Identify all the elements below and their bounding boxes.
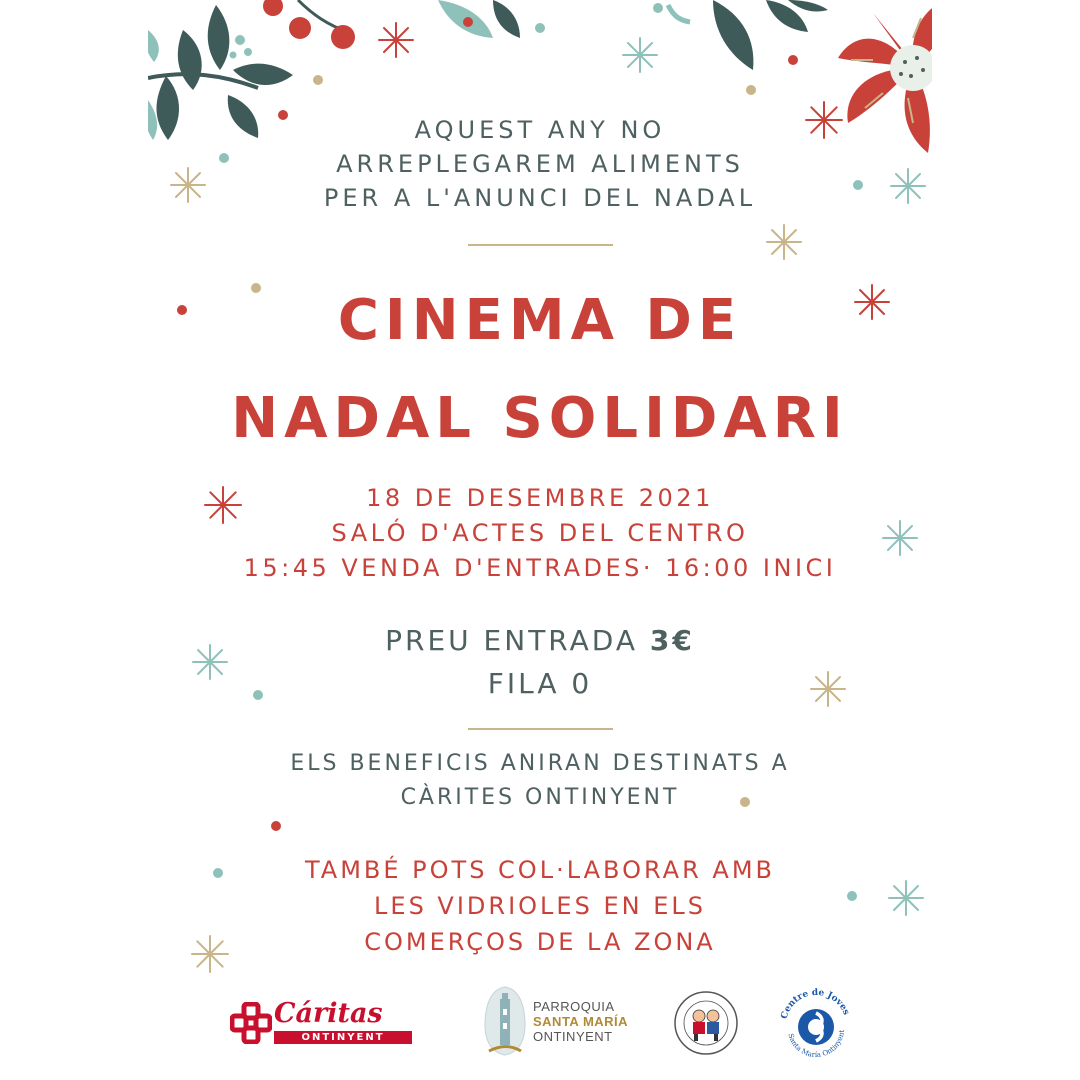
parroquia-line-3: ONTINYENT <box>533 1029 613 1044</box>
intro-line-2: ARREPLEGAREM ALIMENTS <box>336 150 744 178</box>
church-tower-icon <box>483 985 527 1057</box>
centre-de-joves-emblem-icon <box>776 985 856 1065</box>
dot-icon <box>271 821 281 831</box>
snowflake-icon <box>623 38 657 72</box>
snowflake-icon <box>767 225 801 259</box>
event-venue: SALÓ D'ACTES DEL CENTRO <box>331 519 749 547</box>
price-label: PREU ENTRADA <box>385 624 638 657</box>
poster <box>148 0 932 1080</box>
event-times: 15:45 VENDA D'ENTRADES· 16:00 INICI <box>243 554 837 582</box>
snowflake-icon <box>379 23 413 57</box>
caritas-logo <box>230 998 415 1046</box>
price-amount: 3€ <box>649 624 695 657</box>
divider <box>468 244 613 246</box>
collaborate-line-3: COMERÇOS DE LA ZONA <box>364 928 716 956</box>
divider <box>468 728 613 730</box>
dot-icon <box>463 17 473 27</box>
dot-icon <box>313 75 323 85</box>
parroquia-line-1: PARROQUIA <box>533 999 615 1014</box>
title-line-1: CINEMA DE <box>337 288 743 353</box>
parroquia-line-2: SANTA MARÍA <box>533 1014 629 1029</box>
centre-de-joves-logo <box>776 985 856 1065</box>
caritas-subtitle: ONTINYENT <box>274 1031 412 1044</box>
leaves-top-center-icon <box>438 0 520 38</box>
centre-arc-text-top: Centre de Joves <box>779 987 851 1021</box>
intro-line-1: AQUEST ANY NO <box>414 116 666 144</box>
collaborate-line-1: TAMBÉ POTS COL·LABORAR AMB <box>304 856 775 884</box>
centre-arc-text-bottom: Santa María Ontinyent <box>786 1029 847 1060</box>
row-line: FILA 0 <box>487 667 593 700</box>
movimiento-junior-logo <box>673 990 739 1056</box>
parroquia-logo <box>483 985 643 1060</box>
benefits-line-2: CÀRITES ONTINYENT <box>400 785 680 810</box>
dot-icon <box>535 23 545 33</box>
caritas-name: Cáritas <box>274 998 383 1029</box>
event-date: 18 DE DESEMBRE 2021 <box>366 484 714 512</box>
benefits-line-1: ELS BENEFICIS ANIRAN DESTINATS A <box>290 751 790 776</box>
title-line-2: NADAL SOLIDARI <box>231 386 849 451</box>
price-line <box>148 624 932 657</box>
dot-icon <box>746 85 756 95</box>
caritas-cross-icon <box>230 1002 272 1044</box>
berries-icon <box>263 0 355 49</box>
collaborate-line-2: LES VIDRIOLES EN ELS <box>374 892 706 920</box>
intro-line-3: PER A L'ANUNCI DEL NADAL <box>323 184 757 212</box>
children-emblem-icon <box>673 990 739 1056</box>
leaves-top-right-icon <box>653 0 828 70</box>
parroquia-text <box>533 999 628 1044</box>
dot-icon <box>788 55 798 65</box>
